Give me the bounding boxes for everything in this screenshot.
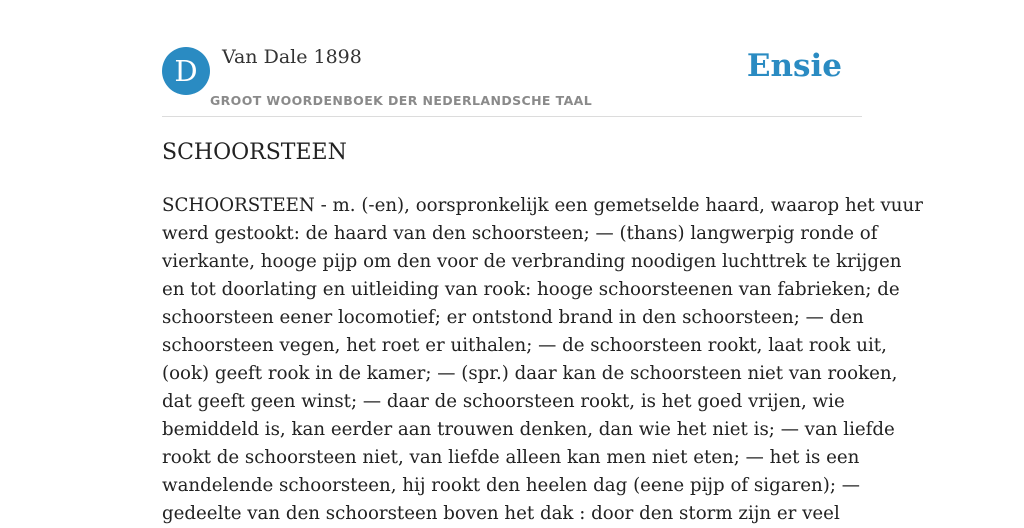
entry-line: dat geeft geen winst; — daar de schoorsteen rookt, is het goed vrijen, wie (162, 391, 845, 412)
entry-line: schoorsteen vegen, het roet er uithalen; — de schoorsteen rookt, laat rook uit, (162, 335, 887, 356)
site-header (162, 40, 862, 117)
entry-line: schoorsteen eener locomotief; er ontstond brand in den schoorsteen; — den (162, 307, 864, 328)
entry-line: en tot doorlating en uitleiding van rook: hooge schoorsteenen van fabrieken; de (162, 279, 900, 300)
dictionary-subtitle: GROOT WOORDENBOEK DER NEDERLANDSCHE TAAL (210, 93, 593, 108)
entry-line: gedeelte van den schoorsteen boven het dak : door den storm zijn er veel (162, 503, 840, 524)
entry-line: rookt de schoorsteen niet, van liefde alleen kan men niet eten; — het is een (162, 447, 860, 468)
ensie-logo[interactable]: Ensie (746, 48, 842, 84)
entry-line: wandelende schoorsteen, hij rookt den heelen dag (eene pijp of sigaren); — (162, 475, 860, 496)
entry-line: bemiddeld is, kan eerder aan trouwen denken, dan wie het niet is; — van liefde (162, 419, 895, 440)
entry-line: vierkante, hooge pijp om den voor de verbranding noodigen luchttrek te krijgen (162, 251, 902, 272)
entry-line: SCHOORSTEEN - m. (-en), oorspronkelijk een gemetselde haard, waarop het vuur (162, 195, 923, 216)
dictionary-logo[interactable]: D (162, 47, 210, 95)
entry-line: (ook) geeft rook in de kamer; — (spr.) daar kan de schoorsteen niet van rooken, (162, 363, 898, 384)
entry-title: SCHOORSTEEN (162, 140, 347, 165)
entry-body (162, 192, 923, 528)
dictionary-title[interactable]: Van Dale 1898 (222, 46, 362, 68)
entry-line: werd gestookt: de haard van den schoorsteen; — (thans) langwerpig ronde of (162, 223, 878, 244)
